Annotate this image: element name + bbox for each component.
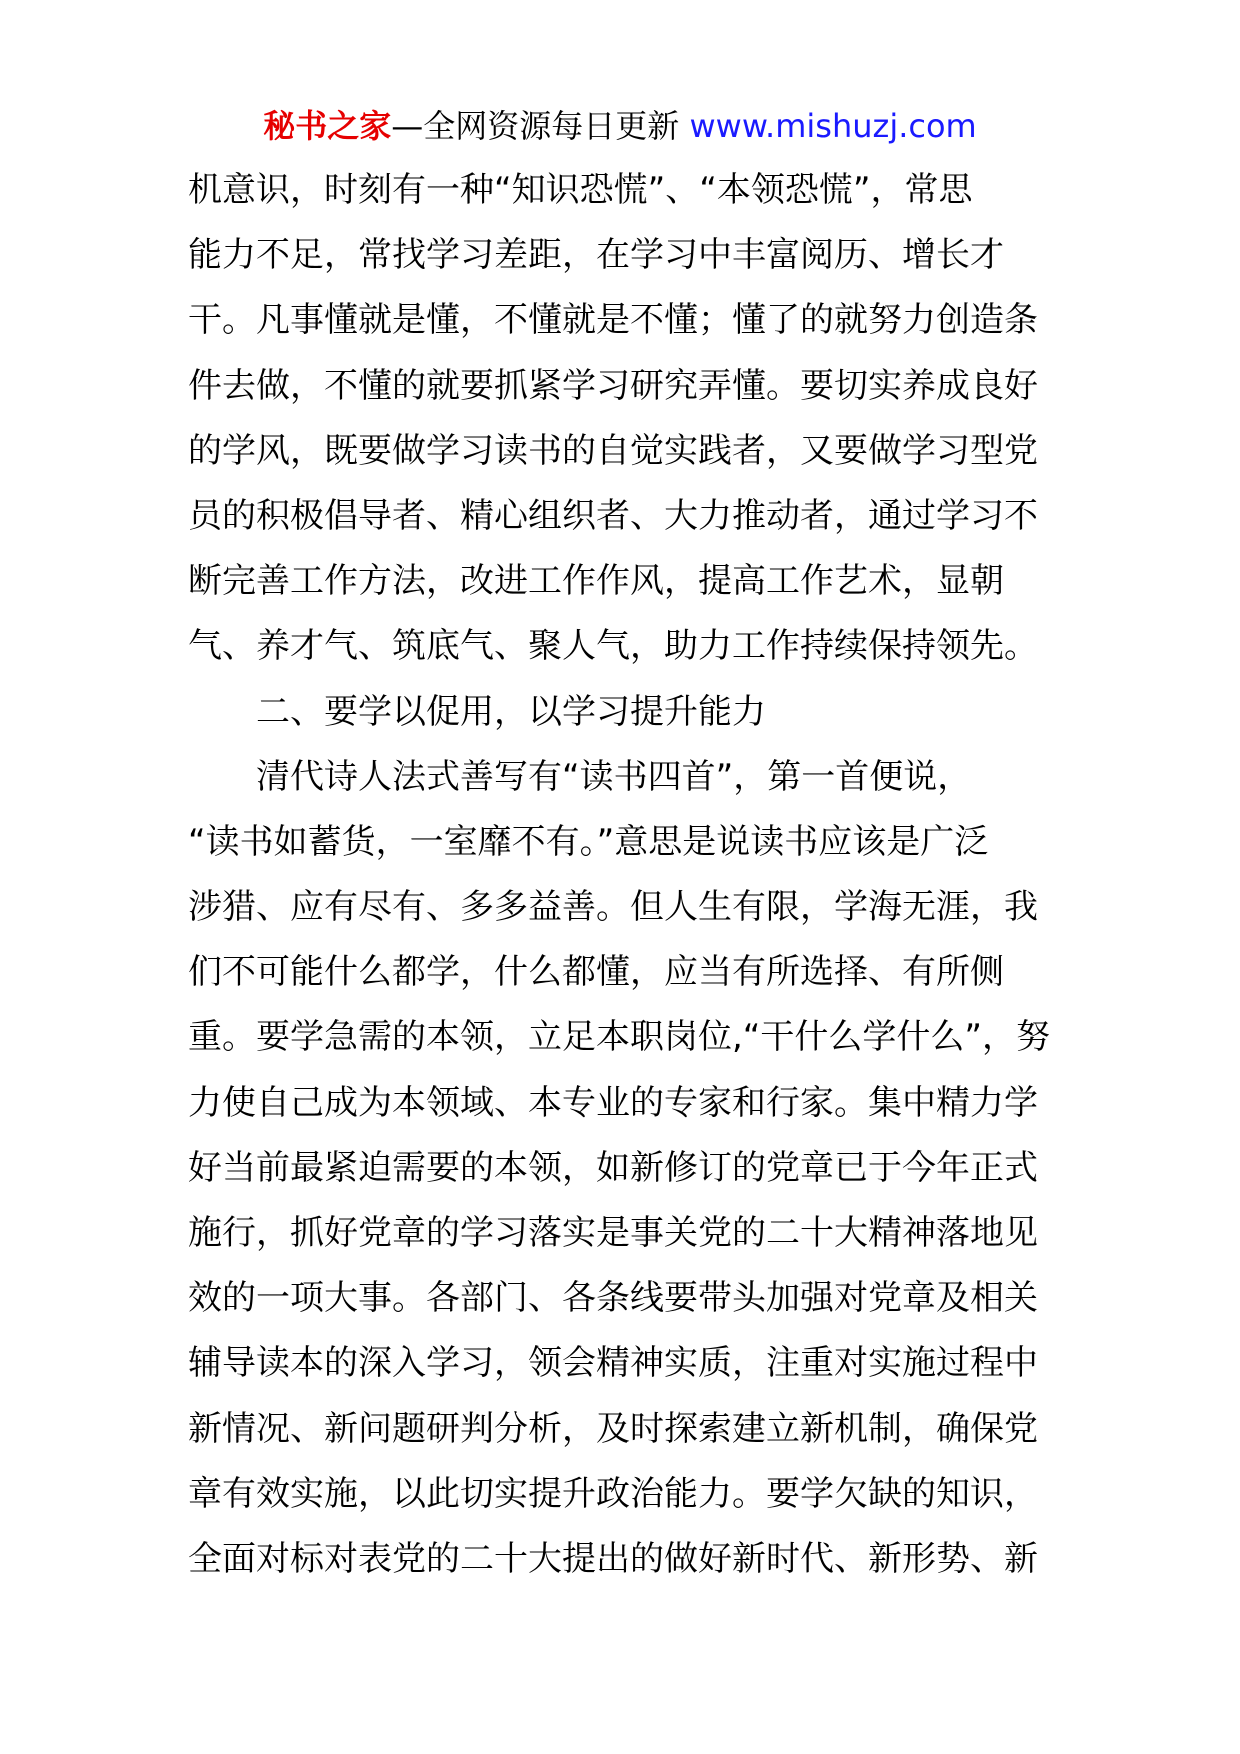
body-line: 章有效实施，以此切实提升政治能力。要学欠缺的知识， xyxy=(188,1473,1038,1514)
site-url-link[interactable]: www.mishuzj.com xyxy=(679,107,977,145)
document-body xyxy=(188,158,1058,1592)
body-line: 清代诗人法式善写有“读书四首”，第一首便说， xyxy=(256,756,972,797)
body-line: 力使自己成为本领域、本专业的专家和行家。集中精力学 xyxy=(188,1082,1038,1123)
body-line: 们不可能什么都学，什么都懂，应当有所选择、有所侧 xyxy=(188,952,1004,993)
section-heading: 二、要学以促用，以学习提升能力 xyxy=(256,691,766,732)
body-line: 辅导读本的深入学习，领会精神实质，注重对实施过程中 xyxy=(188,1343,1038,1384)
header-tagline: —全网资源每日更新 xyxy=(391,107,680,145)
body-line: 员的积极倡导者、精心组织者、大力推动者，通过学习不 xyxy=(188,495,1038,536)
body-line: 机意识，时刻有一种“知识恐慌”、“本领恐慌”，常思 xyxy=(188,170,973,210)
brand-name: 秘书之家 xyxy=(263,107,392,145)
body-line: 新情况、新问题研判分析，及时探索建立新机制，确保党 xyxy=(188,1408,1038,1449)
body-line: 好当前最紧迫需要的本领，如新修订的党章已于今年正式 xyxy=(188,1147,1038,1188)
body-line: 全面对标对表党的二十大提出的做好新时代、新形势、新 xyxy=(188,1538,1038,1579)
body-line: 断完善工作方法，改进工作作风，提高工作艺术，显朝 xyxy=(188,561,1004,602)
body-line: 干。凡事懂就是懂，不懂就是不懂；懂了的就努力创造条 xyxy=(188,300,1038,341)
body-line: 气、养才气、筑底气、聚人气，助力工作持续保持领先。 xyxy=(188,626,1038,667)
body-line: 效的一项大事。各部门、各条线要带头加强对党章及相关 xyxy=(188,1278,1038,1319)
page-header xyxy=(0,104,1240,148)
body-line: 能力不足，常找学习差距，在学习中丰富阅历、增长才 xyxy=(188,235,1004,276)
body-line: 的学风，既要做学习读书的自觉实践者，又要做学习型党 xyxy=(188,430,1038,471)
body-line: 件去做，不懂的就要抓紧学习研究弄懂。要切实养成良好 xyxy=(188,365,1038,406)
body-line: 涉猎、应有尽有、多多益善。但人生有限，学海无涯，我 xyxy=(188,887,1038,928)
body-line: 重。要学急需的本领，立足本职岗位,“干什么学什么”，努 xyxy=(188,1017,1051,1058)
body-line: 施行，抓好党章的学习落实是事关党的二十大精神落地见 xyxy=(188,1213,1038,1253)
body-line: “读书如蓄货，一室靡不有。”意思是说读书应该是广泛 xyxy=(188,821,989,862)
